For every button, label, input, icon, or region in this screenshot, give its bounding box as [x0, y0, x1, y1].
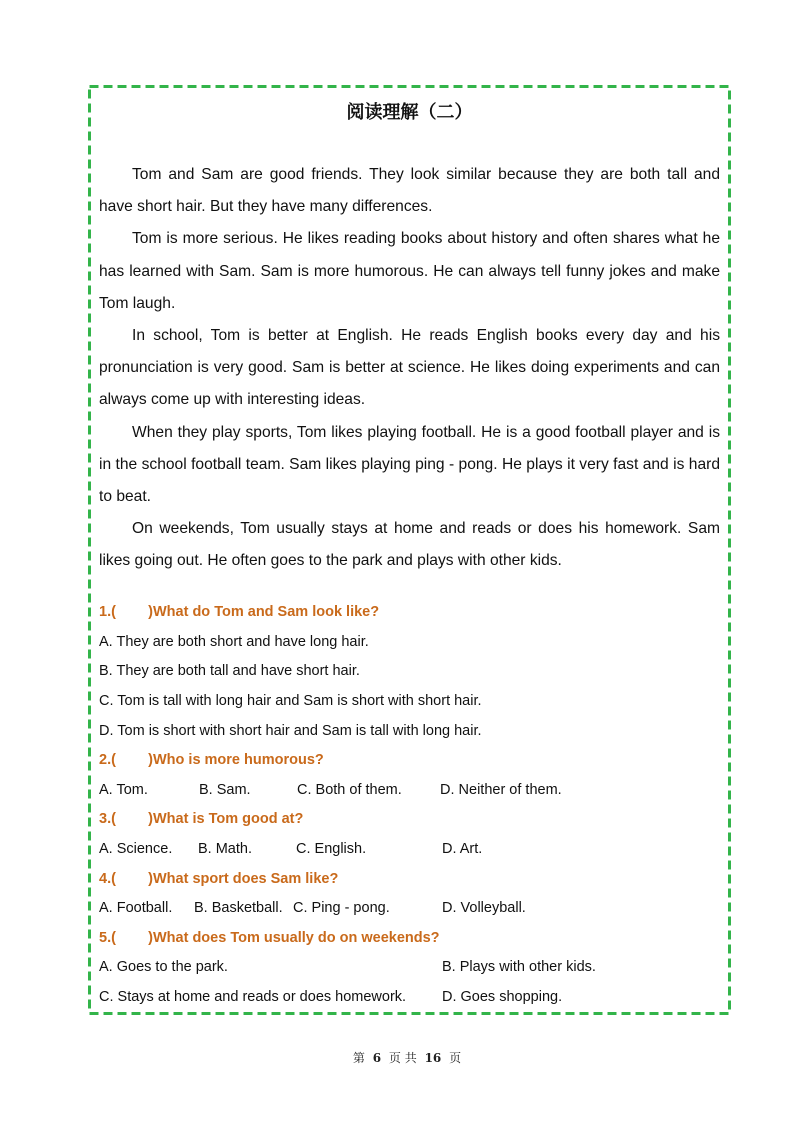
- option-row: [99, 953, 720, 983]
- answer-blank: ( ): [111, 929, 153, 946]
- page-number: 6: [372, 1051, 382, 1065]
- question-number: 3.: [99, 811, 112, 828]
- worksheet-content: [99, 98, 720, 1013]
- footer-middle: 页 共: [388, 1051, 417, 1065]
- question-stem: [99, 924, 720, 954]
- option-row: [99, 894, 720, 924]
- question-number: 2.: [99, 752, 112, 769]
- reading-passage: [99, 159, 720, 578]
- question-1: [99, 598, 720, 746]
- option-c: C. Both of them.: [297, 781, 402, 798]
- option-row: [99, 776, 720, 806]
- passage-paragraph-2: Tom is more serious. He likes reading books about history and often shares what he has learned with Sam. Sam is more humorous. He can always tell funny jokes and make Tom laugh.: [99, 230, 720, 312]
- option-c: C. Ping - pong.: [293, 900, 390, 917]
- option-a: A. Science.: [99, 840, 173, 857]
- answer-blank: ( ): [111, 752, 153, 769]
- question-number: 1.: [99, 604, 112, 621]
- passage-paragraph-3: In school, Tom is better at English. He reads English books every day and his pronunciation is very good. Sam is better at science. He likes doing experiments and can always come up with interesting ideas.: [99, 327, 720, 409]
- question-stem: [99, 598, 720, 628]
- answer-blank: ( ): [111, 870, 153, 887]
- question-5: [99, 924, 720, 1013]
- passage-paragraph-4: When they play sports, Tom likes playing football. He is a good football player and is in the school football team. Sam likes playing ping - pong. He plays it very fast and is hard to beat.: [99, 423, 720, 506]
- option-d: D. Goes shopping.: [442, 988, 563, 1005]
- question-text: What does Tom usually do on weekends?: [152, 929, 440, 946]
- option-c: C. Stays at home and reads or does homework.: [99, 988, 407, 1005]
- question-2: [99, 746, 720, 805]
- question-number: 4.: [99, 870, 112, 887]
- option-b: B. Basketball.: [194, 900, 283, 917]
- option-row: [99, 687, 720, 717]
- option-row: [99, 835, 720, 865]
- question-stem: [99, 746, 720, 776]
- page-title: 阅读理解（二）: [346, 102, 473, 123]
- passage-paragraph-1: Tom and Sam are good friends. They look similar because they are both tall and have short hair. But they have many differences.: [99, 166, 720, 216]
- question-stem: [99, 805, 720, 835]
- footer-prefix: 第: [352, 1051, 365, 1065]
- option-row: [99, 717, 720, 747]
- footer-suffix: 页: [449, 1051, 462, 1065]
- option-row: [99, 657, 720, 687]
- option-b: B. Sam.: [199, 781, 251, 798]
- question-stem: [99, 865, 720, 895]
- question-number: 5.: [99, 929, 112, 946]
- passage-paragraph-5: On weekends, Tom usually stays at home and reads or does his homework. Sam likes going out. He often goes to the park and plays with other kids.: [99, 520, 720, 570]
- option-a: A. They are both short and have long hair.: [99, 633, 369, 650]
- option-d: D. Volleyball.: [442, 900, 526, 917]
- question-text: What is Tom good at?: [152, 811, 304, 828]
- question-text: What sport does Sam like?: [152, 870, 339, 887]
- page-footer: [14, 1048, 800, 1068]
- question-list: [99, 598, 720, 1012]
- answer-blank: ( ): [111, 811, 153, 828]
- option-b: B. Math.: [198, 840, 252, 857]
- total-pages: 16: [424, 1051, 442, 1065]
- option-row: [99, 983, 720, 1013]
- option-a: A. Tom.: [99, 781, 148, 798]
- option-row: [99, 628, 720, 658]
- option-b: B. Plays with other kids.: [442, 959, 596, 976]
- question-text: What do Tom and Sam look like?: [152, 604, 380, 621]
- answer-blank: ( ): [111, 604, 153, 621]
- option-d: D. Neither of them.: [440, 781, 562, 798]
- option-c: C. English.: [296, 840, 367, 857]
- option-d: D. Art.: [442, 840, 483, 857]
- option-a: A. Football.: [99, 900, 173, 917]
- option-a: A. Goes to the park.: [99, 959, 228, 976]
- question-4: [99, 865, 720, 924]
- option-b: B. They are both tall and have short hair.: [99, 663, 360, 680]
- option-c: C. Tom is tall with long hair and Sam is short with short hair.: [99, 693, 482, 710]
- option-d: D. Tom is short with short hair and Sam is tall with long hair.: [99, 722, 482, 739]
- question-3: [99, 805, 720, 864]
- question-text: Who is more humorous?: [152, 752, 324, 769]
